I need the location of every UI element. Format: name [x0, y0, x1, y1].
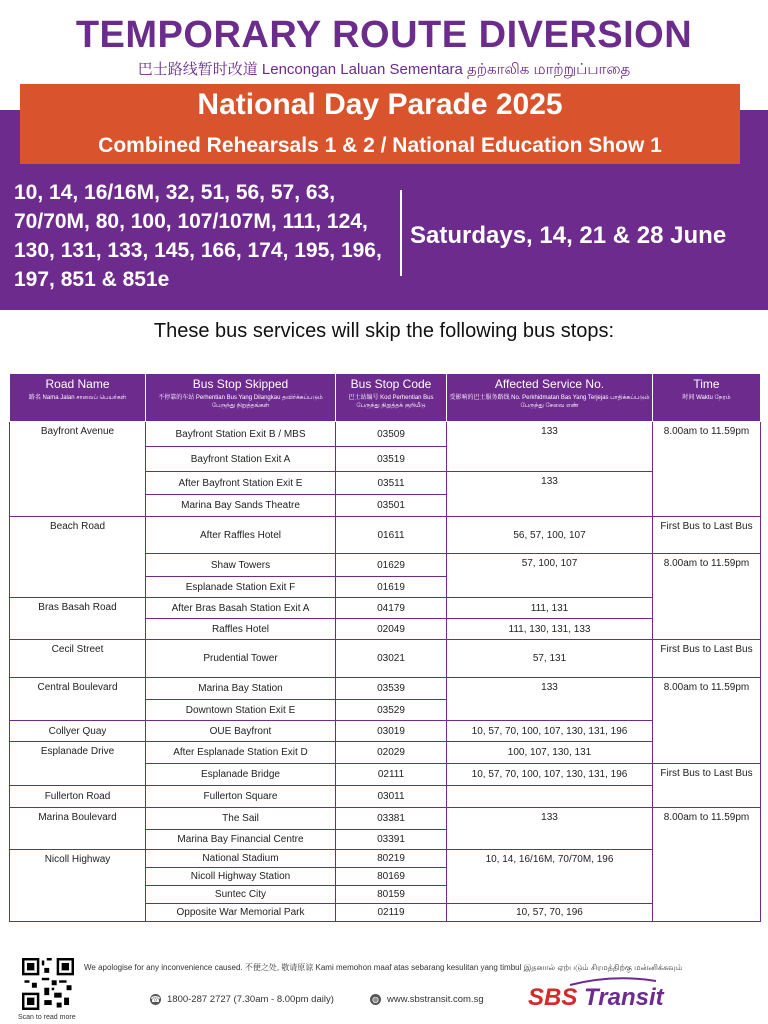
stop-code: 03021	[336, 640, 447, 678]
bus-stop: Raffles Hotel	[146, 619, 336, 640]
bus-stop: Prudential Tower	[146, 640, 336, 678]
service-numbers: 10, 14, 16/16M, 70/70M, 196	[447, 850, 653, 904]
stop-code: 03391	[336, 830, 447, 850]
bus-stop: After Bayfront Station Exit E	[146, 472, 336, 495]
stop-code: 02111	[336, 764, 447, 786]
road-name: Beach Road	[10, 517, 146, 598]
event-subtitle: Combined Rehearsals 1 & 2 / National Education Show 1	[98, 134, 662, 157]
stop-code: 03511	[336, 472, 447, 495]
stop-code: 03539	[336, 678, 447, 700]
bus-stop: After Raffles Hotel	[146, 517, 336, 554]
stop-code: 01629	[336, 554, 447, 577]
globe-icon: ◍	[370, 994, 381, 1005]
table-row	[10, 808, 761, 830]
logo-transit: Transit	[584, 984, 664, 1011]
stop-code: 80159	[336, 886, 447, 904]
apology-text: We apologise for any inconvenience caused. 不便之处, 敬请原谅 Kami memohon maaf atas sebarang kesulitan yang timbul இதனால் ஏற்படும் சிரமத்திற்கு மன்னிக்கவும்	[84, 963, 683, 972]
road-name: Esplanade Drive	[10, 742, 146, 786]
service-numbers: 111, 131	[447, 598, 653, 619]
bus-stop: The Sail	[146, 808, 336, 830]
bus-stop: Marina Bay Sands Theatre	[146, 495, 336, 517]
table-row	[10, 742, 761, 764]
website[interactable]	[370, 994, 484, 1005]
bus-stop-table	[9, 373, 761, 922]
bus-stop: OUE Bayfront	[146, 721, 336, 742]
bus-stop: After Esplanade Station Exit D	[146, 742, 336, 764]
header-service-no: Affected Service No. 受影响的巴士服务路线 No. Perkhidmatan Bas Yang Terjejas பாதிக்கப்படும் பேருந்து சேவை எண்	[447, 374, 653, 422]
table-row	[10, 721, 761, 742]
header-road-name: Road Name 路名 Nama Jalan சாலைப் பெயர்கள்	[10, 374, 146, 422]
road-name: Bayfront Avenue	[10, 422, 146, 517]
time: 8.00am to 11.59pm	[653, 808, 761, 922]
service-numbers: 133	[447, 678, 653, 721]
event-title: National Day Parade 2025	[197, 88, 563, 121]
header-bus-stop: Bus Stop Skipped 不停靠的车站 Perhentian Bus Yang Dilangkau தவிர்க்கப்படும் பேருந்து நிறுத்தங்கள்	[146, 374, 336, 422]
page-title: TEMPORARY ROUTE DIVERSION	[75, 14, 693, 56]
bus-stop: Opposite War Memorial Park	[146, 904, 336, 922]
skip-note: These bus services will skip the following bus stops:	[153, 320, 615, 342]
affected-services-list: 10, 14, 16/16M, 32, 51, 56, 57, 63, 70/70M, 80, 100, 107/107M, 111, 124, 130, 131, 133, 145, 166, 174, 195, 196, 197, 851 & 851e	[14, 181, 382, 291]
stop-code: 80169	[336, 868, 447, 886]
qr-caption: Scan to read more	[18, 1014, 76, 1021]
service-numbers	[447, 786, 653, 808]
service-numbers: 100, 107, 130, 131	[447, 742, 653, 764]
bus-stop: Nicoll Highway Station	[146, 868, 336, 886]
bus-stop: After Bras Basah Station Exit A	[146, 598, 336, 619]
time: 8.00am to 11.59pm	[653, 422, 761, 517]
header-time: Time 时间 Waktu நேரம்	[653, 374, 761, 422]
table-row	[10, 517, 761, 554]
bus-stop: Downtown Station Exit E	[146, 700, 336, 721]
phone-icon: ☎	[150, 995, 161, 1004]
bus-stop: Esplanade Bridge	[146, 764, 336, 786]
service-numbers: 133	[447, 422, 653, 472]
bus-stop: Fullerton Square	[146, 786, 336, 808]
table-row	[10, 422, 761, 447]
table-row	[10, 598, 761, 619]
stop-code: 03011	[336, 786, 447, 808]
bus-stop: Suntec City	[146, 886, 336, 904]
table-row	[10, 850, 761, 868]
bus-stop: Marina Bay Financial Centre	[146, 830, 336, 850]
stop-code: 02029	[336, 742, 447, 764]
qr-code-icon[interactable]	[22, 958, 74, 1010]
stop-code: 80219	[336, 850, 447, 868]
stop-code: 02049	[336, 619, 447, 640]
table-row	[10, 678, 761, 700]
stop-code: 01611	[336, 517, 447, 554]
road-name: Collyer Quay	[10, 721, 146, 742]
road-name: Fullerton Road	[10, 786, 146, 808]
website-url[interactable]: www.sbstransit.com.sg	[387, 994, 484, 1006]
bus-stop: Bayfront Station Exit A	[146, 447, 336, 472]
header-stop-code: Bus Stop Code 巴士站编号 Kod Perhentian Bus பேருந்து நிறுத்தக் குறியீடு	[336, 374, 447, 422]
service-numbers: 57, 100, 107	[447, 554, 653, 598]
multilingual-subtitle: 巴士路线暂时改道 Lencongan Laluan Sementara தற்காலிக மாற்றுப்பாதை	[137, 61, 631, 78]
logo-sbs: SBS	[528, 984, 578, 1011]
time: 8.00am to 11.59pm	[653, 554, 761, 640]
bus-stop: National Stadium	[146, 850, 336, 868]
service-numbers: 133	[447, 472, 653, 517]
time: First Bus to Last Bus	[653, 764, 761, 808]
bus-stop: Marina Bay Station	[146, 678, 336, 700]
hotline	[150, 994, 334, 1005]
table-row	[10, 640, 761, 678]
service-numbers: 10, 57, 70, 196	[447, 904, 653, 922]
stop-code: 03529	[336, 700, 447, 721]
stop-code: 02119	[336, 904, 447, 922]
time: First Bus to Last Bus	[653, 640, 761, 678]
service-numbers: 111, 130, 131, 133	[447, 619, 653, 640]
road-name: Marina Boulevard	[10, 808, 146, 850]
sbs-transit-logo	[528, 984, 664, 1012]
road-name: Bras Basah Road	[10, 598, 146, 640]
bus-stop: Esplanade Station Exit F	[146, 577, 336, 598]
service-numbers: 10, 57, 70, 100, 107, 130, 131, 196	[447, 764, 653, 786]
service-numbers: 57, 131	[447, 640, 653, 678]
time: First Bus to Last Bus	[653, 517, 761, 554]
stop-code: 04179	[336, 598, 447, 619]
bus-stop: Bayfront Station Exit B / MBS	[146, 422, 336, 447]
road-name: Central Boulevard	[10, 678, 146, 721]
divider	[400, 190, 402, 276]
stop-code: 03019	[336, 721, 447, 742]
event-dates: Saturdays, 14, 21 & 28 June	[410, 222, 727, 249]
time: 8.00am to 11.59pm	[653, 678, 761, 764]
service-numbers: 133	[447, 808, 653, 850]
stop-code: 03519	[336, 447, 447, 472]
stop-code: 01619	[336, 577, 447, 598]
table-row	[10, 786, 761, 808]
service-numbers: 10, 57, 70, 100, 107, 130, 131, 196	[447, 721, 653, 742]
stop-code: 03501	[336, 495, 447, 517]
road-name: Nicoll Highway	[10, 850, 146, 922]
hotline-number: 1800-287 2727 (7.30am - 8.00pm daily)	[167, 994, 334, 1006]
stop-code: 03509	[336, 422, 447, 447]
service-numbers: 56, 57, 100, 107	[447, 517, 653, 554]
bus-stop: Shaw Towers	[146, 554, 336, 577]
road-name: Cecil Street	[10, 640, 146, 678]
stop-code: 03381	[336, 808, 447, 830]
